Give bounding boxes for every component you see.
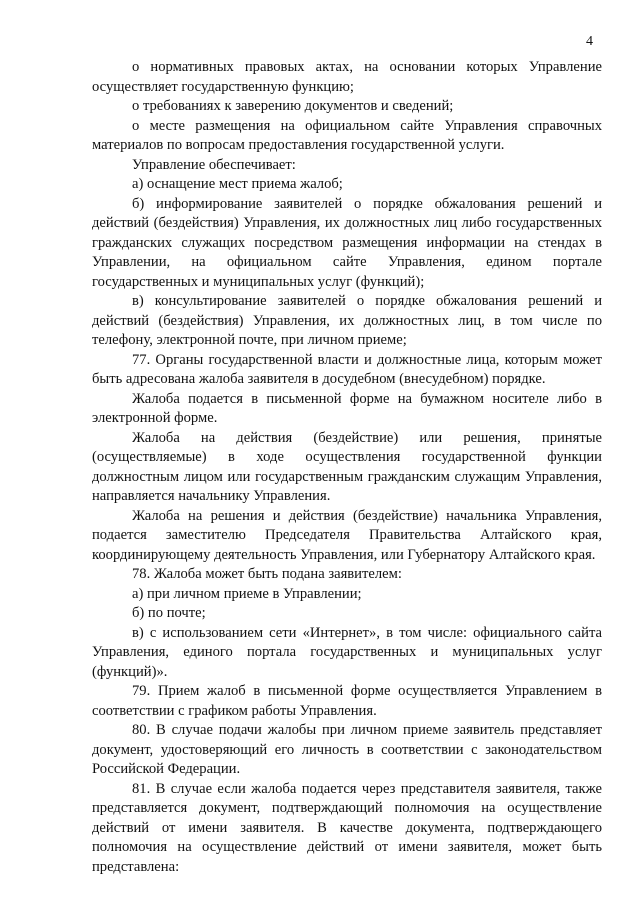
paragraph: о нормативных правовых актах, на основании которых Управление осуществляет государственную функцию;	[92, 59, 602, 95]
paragraph: в) консультирование заявителей о порядке обжалования решений и действий (бездействия) Управления, их должностных лиц, в том числе по телефону, электронной почте, при личном приеме;	[92, 293, 602, 348]
paragraph: в) с использованием сети «Интернет», в том числе: официального сайта Управления, единого портала государственных и муниципальных услуг (функций)».	[92, 624, 602, 680]
paragraph: 78. Жалоба может быть подана заявителем:	[132, 566, 402, 582]
paragraph: Жалоба на решения и действия (бездействие) начальника Управления, подается заместителю Председателя Правительства Алтайского края, координирующему деятельность Управления, или Губернатору Алтайского края.	[92, 507, 602, 563]
paragraph: 80. В случае подачи жалобы при личном приеме заявитель представляет документ, удостоверяющий его личность в соответствии с законодательством Российской Федерации.	[92, 722, 602, 777]
paragraph: о месте размещения на официальном сайте Управления справочных материалов по вопросам предоставления государственной услуги.	[92, 117, 602, 153]
paragraph: а) при личном приеме в Управлении;	[132, 585, 362, 602]
paragraph: Управление обеспечивает:	[132, 156, 296, 173]
document-body	[92, 58, 602, 877]
paragraph: Жалоба на действия (бездействие) или решения, принятые (осуществляемые) в ходе осуществления государственной функции должностным лицом или государственным гражданским служащим Управления, направляется начальнику Управления.	[92, 429, 602, 504]
paragraph: а) оснащение мест приема жалоб;	[132, 176, 343, 192]
paragraph: б) информирование заявителей о порядке обжалования решений и действий (бездействия) Управления, их должностных лиц либо государственных гражданских служащих посредством размещения информации на стендах в Управлении, на официальном сайте Управления, едином портале государственных и муниципальных услуг (функций);	[92, 195, 602, 290]
paragraph: Жалоба подается в письменной форме на бумажном носителе либо в электронной форме.	[92, 390, 602, 426]
paragraph: 77. Органы государственной власти и должностные лица, которым может быть адресована жалоба заявителя в досудебном (внесудебном) порядке.	[92, 351, 602, 387]
paragraph: 79. Прием жалоб в письменной форме осуществляется Управлением в соответствии с графиком работы Управления.	[92, 683, 602, 719]
paragraph: о требованиях к заверению документов и сведений;	[132, 98, 454, 114]
paragraph: 81. В случае если жалоба подается через представителя заявителя, также представляется документ, подтверждающий полномочия на осуществление действий от имени заявителя. В качестве документа, подтверждающего полномочия на осуществление действий от имени заявителя, может быть представлена:	[92, 780, 602, 875]
page-number: 4	[586, 34, 593, 49]
paragraph: б) по почте;	[132, 605, 206, 621]
